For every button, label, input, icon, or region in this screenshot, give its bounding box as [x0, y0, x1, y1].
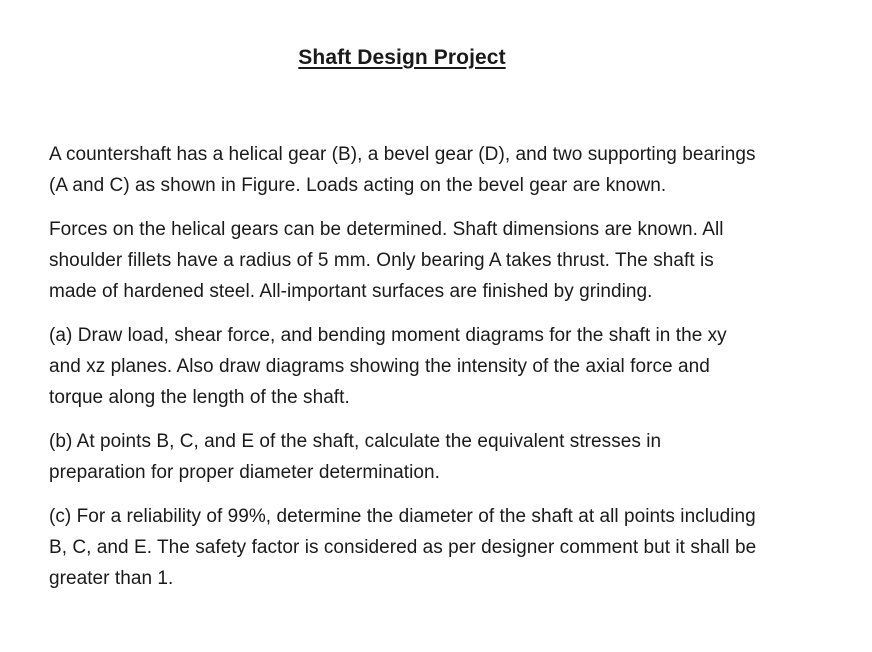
paragraph-task-a: (a) Draw load, shear force, and bending moment diagrams for the shaft in the xy and xz planes. Also draw diagrams showing the intensity of the axial force and torque along the length of the shaft. [49, 325, 727, 408]
paragraph-task-c: (c) For a reliability of 99%, determine the diameter of the shaft at all points including B, C, and E. The safety factor is considered as per designer comment but it shall be greater than 1. [49, 506, 757, 589]
paragraph-task-b: (b) At points B, C, and E of the shaft, calculate the equivalent stresses in preparation for proper diameter determination. [49, 431, 662, 483]
paragraph-intro: A countershaft has a helical gear (B), a bevel gear (D), and two supporting bearings (A and C) as shown in Figure. Loads acting on the bevel gear are known. [49, 144, 756, 196]
document-title: Shaft Design Project [298, 46, 506, 69]
document-body [49, 139, 761, 607]
paragraph-conditions: Forces on the helical gears can be determined. Shaft dimensions are known. All shoulder fillets have a radius of 5 mm. Only bearing A takes thrust. The shaft is made of hardened steel. All-important surfaces are finished by grinding. [49, 219, 724, 302]
